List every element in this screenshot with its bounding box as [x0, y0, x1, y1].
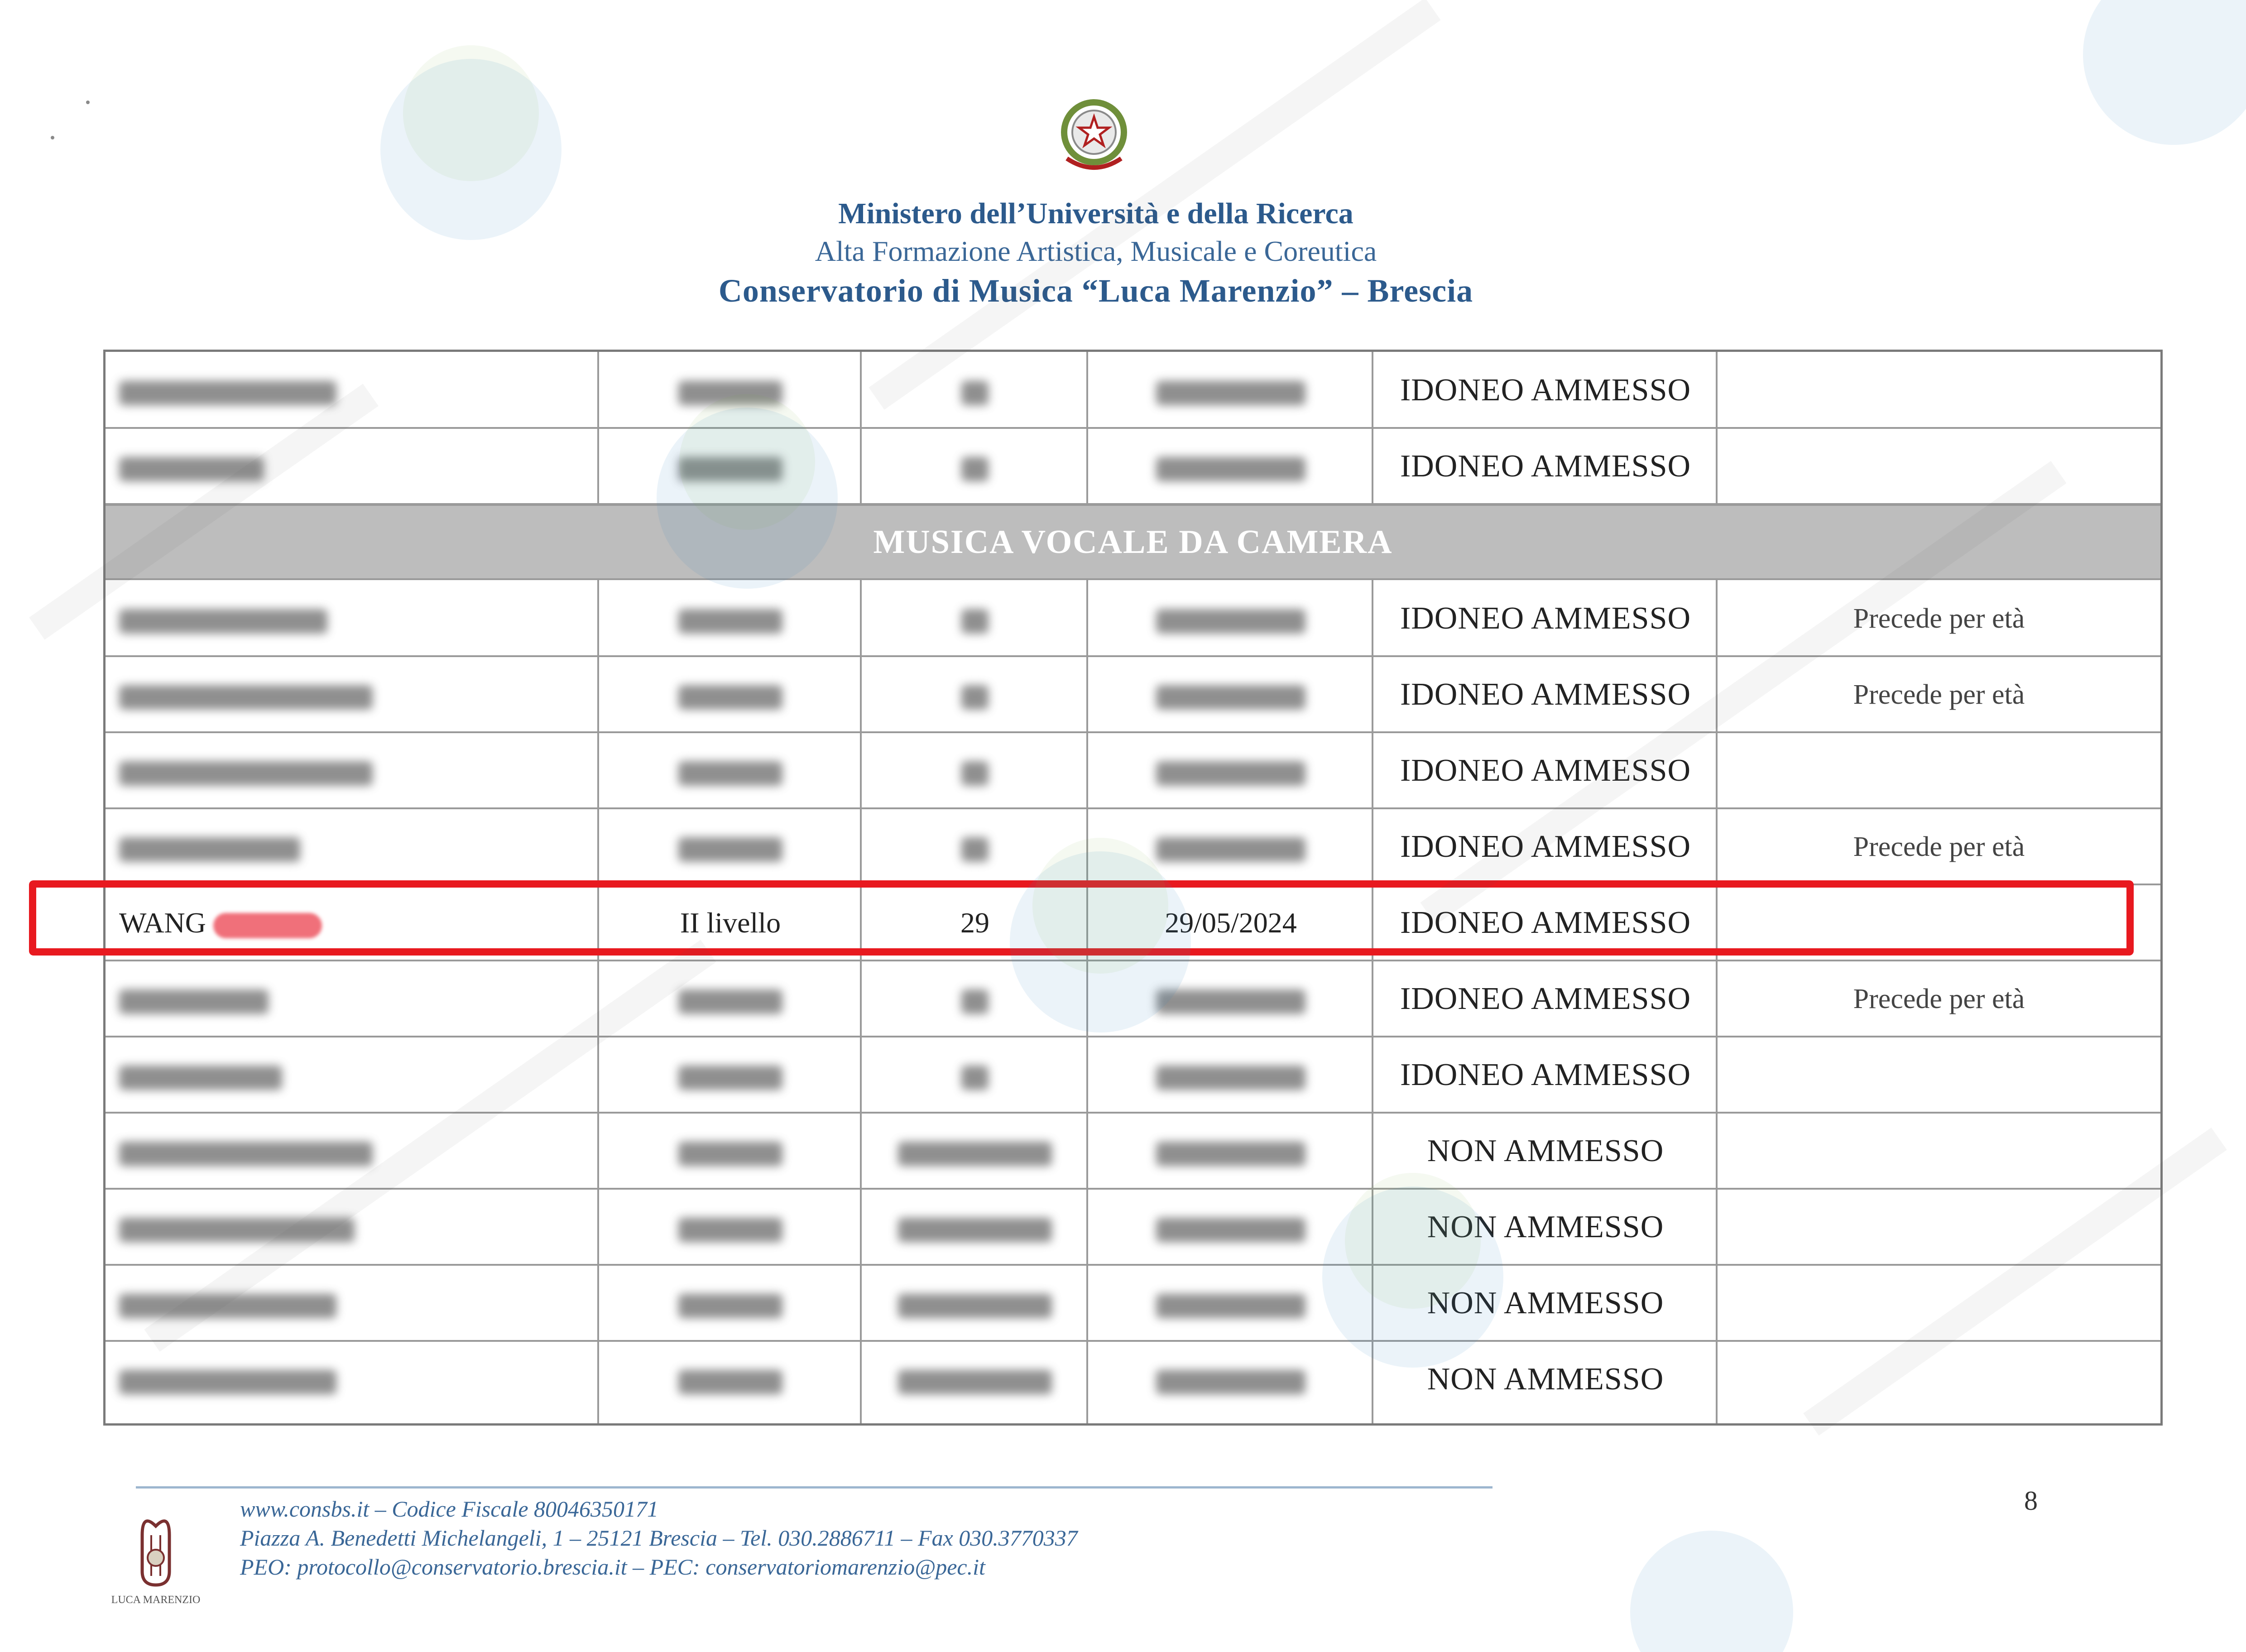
conservatory-name: Conservatorio di Musica “Luca Marenzio” – Brescia	[718, 273, 1473, 309]
age-cell	[862, 1113, 1088, 1188]
note-cell	[1718, 732, 2160, 807]
italian-republic-emblem-icon	[1049, 91, 1139, 181]
result-cell: NON AMMESSO	[1427, 1133, 1664, 1168]
candidate-name	[119, 960, 599, 1036]
note-cell	[1718, 1265, 2160, 1340]
result-cell: IDONEO AMMESSO	[1400, 981, 1691, 1016]
table-row	[106, 960, 2160, 1037]
ministry-name: Ministero dell’Università e della Ricerca	[838, 197, 1353, 230]
section-title: MUSICA VOCALE DA CAMERA	[873, 523, 1393, 561]
age-cell	[862, 1037, 1088, 1112]
table-row	[106, 656, 2160, 733]
level-cell: II livello	[680, 907, 781, 939]
section-header-row	[106, 504, 2160, 580]
note-cell: Precede per età	[1853, 831, 2025, 862]
candidate-name	[119, 428, 599, 503]
note-cell	[1718, 352, 2160, 427]
candidate-name	[119, 732, 599, 807]
age-cell	[862, 580, 1088, 655]
result-cell: IDONEO AMMESSO	[1400, 677, 1691, 712]
date-cell	[1088, 580, 1373, 655]
candidate-name	[119, 352, 599, 427]
footer-divider	[136, 1486, 1493, 1489]
date-cell	[1088, 1037, 1373, 1112]
note-cell	[1718, 1037, 2160, 1112]
result-cell: IDONEO AMMESSO	[1400, 1057, 1691, 1092]
letterhead	[498, 195, 1694, 312]
candidate-name	[119, 580, 599, 655]
note-cell	[1718, 1189, 2160, 1264]
footer-contacts	[240, 1494, 1553, 1581]
scan-speck	[51, 136, 54, 139]
note-cell	[1718, 1113, 2160, 1188]
page-number: 8	[2024, 1486, 2038, 1516]
level-cell	[599, 352, 862, 427]
age-cell	[862, 428, 1088, 503]
date-cell: 29/05/2024	[1165, 907, 1297, 939]
footer-line-address: Piazza A. Benedetti Michelangeli, 1 – 25121 Brescia – Tel. 030.2886711 – Fax 030.3770337	[240, 1525, 1078, 1551]
age-cell: 29	[960, 907, 989, 939]
table-row	[106, 352, 2160, 429]
candidate-name	[119, 808, 599, 884]
age-cell	[862, 352, 1088, 427]
table-row	[106, 1265, 2160, 1342]
age-cell	[862, 808, 1088, 884]
candidate-name	[119, 656, 599, 731]
level-cell	[599, 1189, 862, 1264]
table-row	[106, 732, 2160, 809]
level-cell	[599, 1113, 862, 1188]
date-cell	[1088, 732, 1373, 807]
candidate-name	[119, 1341, 599, 1416]
result-cell: IDONEO AMMESSO	[1400, 373, 1691, 408]
age-cell	[862, 960, 1088, 1036]
age-cell	[862, 1265, 1088, 1340]
result-cell: IDONEO AMMESSO	[1400, 829, 1691, 864]
candidate-name	[119, 1265, 599, 1340]
date-cell	[1088, 960, 1373, 1036]
age-cell	[862, 1189, 1088, 1264]
candidate-name	[119, 1037, 599, 1112]
table-row	[106, 1189, 2160, 1266]
result-cell: NON AMMESSO	[1427, 1362, 1664, 1397]
table-row	[106, 1113, 2160, 1190]
result-cell: IDONEO AMMESSO	[1400, 753, 1691, 788]
date-cell	[1088, 1265, 1373, 1340]
note-cell: Precede per età	[1853, 984, 2025, 1014]
table-row	[106, 1341, 2160, 1418]
level-cell	[599, 960, 862, 1036]
note-cell	[1718, 1341, 2160, 1416]
level-cell	[599, 1341, 862, 1416]
table-row	[106, 580, 2160, 657]
table-row	[106, 808, 2160, 885]
candidate-name	[119, 1113, 599, 1188]
candidate-surname: WANG	[119, 907, 206, 939]
footer-line-website: www.consbs.it – Codice Fiscale 80046350171	[240, 1496, 659, 1522]
watermark-logo-icon	[403, 45, 539, 181]
result-cell: NON AMMESSO	[1427, 1286, 1664, 1321]
result-cell: NON AMMESSO	[1427, 1210, 1664, 1244]
note-cell	[1718, 428, 2160, 503]
date-cell	[1088, 352, 1373, 427]
date-cell	[1088, 1113, 1373, 1188]
result-cell: IDONEO AMMESSO	[1400, 449, 1691, 484]
level-cell	[599, 1265, 862, 1340]
candidate-name	[119, 1189, 599, 1264]
age-cell	[862, 732, 1088, 807]
level-cell	[599, 656, 862, 731]
date-cell	[1088, 428, 1373, 503]
date-cell	[1088, 656, 1373, 731]
note-cell: Precede per età	[1853, 603, 2025, 634]
table-row	[106, 428, 2160, 505]
highlight-box	[29, 880, 2134, 956]
scan-speck	[86, 101, 90, 104]
level-cell	[599, 732, 862, 807]
watermark-logo-icon	[1630, 1531, 1793, 1652]
age-cell	[862, 656, 1088, 731]
date-cell	[1088, 1189, 1373, 1264]
result-cell: IDONEO AMMESSO	[1400, 601, 1691, 636]
level-cell	[599, 1037, 862, 1112]
watermark-logo-icon	[2083, 0, 2246, 145]
date-cell	[1088, 808, 1373, 884]
age-cell	[862, 1341, 1088, 1416]
note-cell: Precede per età	[1853, 679, 2025, 710]
footer-line-email: PEO: protocollo@conservatorio.brescia.it – PEC: conservatoriomarenzio@pec.it	[240, 1554, 985, 1580]
result-cell: IDONEO AMMESSO	[1400, 905, 1691, 940]
level-cell	[599, 428, 862, 503]
date-cell	[1088, 1341, 1373, 1416]
level-cell	[599, 808, 862, 884]
footer-logo-caption: LUCA MARENZIO	[111, 1594, 201, 1606]
table-row	[106, 1037, 2160, 1114]
conservatory-lyre-logo-icon	[101, 1508, 255, 1608]
level-cell	[599, 580, 862, 655]
afam-line: Alta Formazione Artistica, Musicale e Coreutica	[815, 235, 1377, 267]
